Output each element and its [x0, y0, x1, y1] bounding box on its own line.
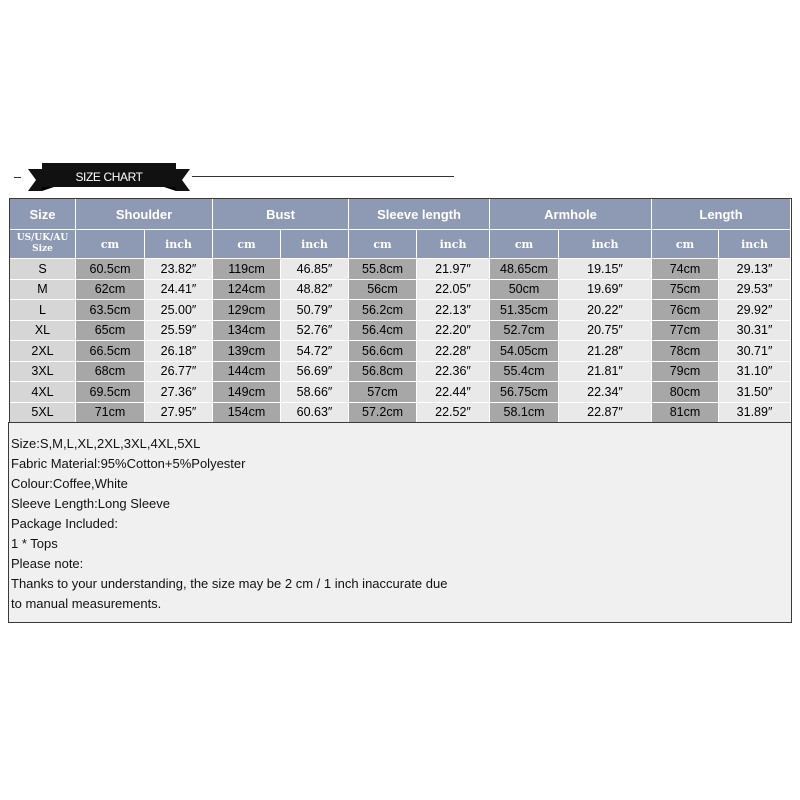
info-line: to manual measurements.: [11, 596, 162, 611]
table-row: [10, 300, 791, 321]
length-header: Length: [652, 199, 791, 230]
armhole-inch-cell: 19.15″: [559, 259, 652, 280]
size-cell: 5XL: [10, 403, 76, 424]
armhole-cm-cell: 48.65cm: [490, 259, 559, 280]
length-inch-cell: 30.31″: [719, 321, 791, 342]
armhole-cm-cell: 54.05cm: [490, 341, 559, 362]
bust-cm-cell: 119cm: [213, 259, 281, 280]
armhole-inch-cell: 20.22″: [559, 300, 652, 321]
unit-cm: cm: [349, 230, 417, 259]
length-inch-cell: 31.10″: [719, 362, 791, 383]
armhole-cm-cell: 51.35cm: [490, 300, 559, 321]
shoulder-cm-cell: 66.5cm: [76, 341, 145, 362]
shoulder-cm-cell: 60.5cm: [76, 259, 145, 280]
bust-cm-cell: 134cm: [213, 321, 281, 342]
size-chart-ribbon: [28, 163, 190, 191]
shoulder-inch-cell: 24.41″: [145, 280, 213, 301]
shoulder-inch-cell: 27.95″: [145, 403, 213, 424]
shoulder-header: Shoulder: [76, 199, 213, 230]
armhole-inch-cell: 22.87″: [559, 403, 652, 424]
size-cell: 2XL: [10, 341, 76, 362]
size-cell: L: [10, 300, 76, 321]
sleeve-inch-cell: 22.20″: [417, 321, 490, 342]
size-cell: M: [10, 280, 76, 301]
length-cm-cell: 74cm: [652, 259, 719, 280]
bust-inch-cell: 46.85″: [281, 259, 349, 280]
armhole-cm-cell: 52.7cm: [490, 321, 559, 342]
shoulder-cm-cell: 63.5cm: [76, 300, 145, 321]
length-inch-cell: 29.13″: [719, 259, 791, 280]
size-table: [10, 199, 791, 423]
unit-inch: inch: [559, 230, 652, 259]
length-cm-cell: 80cm: [652, 382, 719, 403]
info-line: 1 * Tops: [11, 536, 58, 551]
sleeve-cm-cell: 56.4cm: [349, 321, 417, 342]
armhole-inch-cell: 20.75″: [559, 321, 652, 342]
bust-inch-cell: 52.76″: [281, 321, 349, 342]
shoulder-inch-cell: 27.36″: [145, 382, 213, 403]
bust-inch-cell: 60.63″: [281, 403, 349, 424]
unit-inch: inch: [719, 230, 791, 259]
info-line: Thanks to your understanding, the size may be 2 cm / 1 inch inaccurate due: [11, 576, 448, 591]
armhole-inch-cell: 21.28″: [559, 341, 652, 362]
length-inch-cell: 29.53″: [719, 280, 791, 301]
unit-cm: cm: [213, 230, 281, 259]
armhole-inch-cell: 22.34″: [559, 382, 652, 403]
shoulder-inch-cell: 23.82″: [145, 259, 213, 280]
sleeve-inch-cell: 22.36″: [417, 362, 490, 383]
length-cm-cell: 75cm: [652, 280, 719, 301]
bust-cm-cell: 139cm: [213, 341, 281, 362]
size-header: Size: [10, 199, 76, 230]
armhole-cm-cell: 56.75cm: [490, 382, 559, 403]
length-inch-cell: 29.92″: [719, 300, 791, 321]
banner-left-dash: [14, 177, 21, 178]
table-row: [10, 341, 791, 362]
bust-inch-cell: 58.66″: [281, 382, 349, 403]
armhole-inch-cell: 21.81″: [559, 362, 652, 383]
table-row: [10, 362, 791, 383]
armhole-cm-cell: 58.1cm: [490, 403, 559, 424]
product-info-lines: [11, 434, 447, 614]
sleeve-cm-cell: 57cm: [349, 382, 417, 403]
bust-header: Bust: [213, 199, 349, 230]
size-cell: 3XL: [10, 362, 76, 383]
size-cell: XL: [10, 321, 76, 342]
unit-cm: cm: [652, 230, 719, 259]
sleeve-cm-cell: 57.2cm: [349, 403, 417, 424]
shoulder-inch-cell: 26.18″: [145, 341, 213, 362]
group-header-row: [10, 199, 791, 230]
unit-inch: inch: [281, 230, 349, 259]
bust-cm-cell: 144cm: [213, 362, 281, 383]
sleeve-cm-cell: 56cm: [349, 280, 417, 301]
bust-inch-cell: 48.82″: [281, 280, 349, 301]
sleeve-inch-cell: 22.13″: [417, 300, 490, 321]
info-line: Package Included:: [11, 516, 118, 531]
table-row: [10, 280, 791, 301]
unit-cm: cm: [76, 230, 145, 259]
sleeve-inch-cell: 22.28″: [417, 341, 490, 362]
length-inch-cell: 31.50″: [719, 382, 791, 403]
bust-cm-cell: 154cm: [213, 403, 281, 424]
sleeve-inch-cell: 22.05″: [417, 280, 490, 301]
size-region-label: US/UK/AU: [16, 233, 69, 243]
table-row: [10, 382, 791, 403]
bust-inch-cell: 54.72″: [281, 341, 349, 362]
info-line: Colour:Coffee,White: [11, 476, 128, 491]
product-info-box: [8, 422, 792, 623]
sleeve-cm-cell: 56.8cm: [349, 362, 417, 383]
length-cm-cell: 79cm: [652, 362, 719, 383]
size-region-sublabel: Size: [32, 244, 53, 254]
sleeve-cm-cell: 56.2cm: [349, 300, 417, 321]
armhole-cm-cell: 50cm: [490, 280, 559, 301]
table-row: [10, 403, 791, 424]
size-table-body: [10, 259, 791, 423]
banner-right-rule: [192, 176, 454, 177]
shoulder-inch-cell: 26.77″: [145, 362, 213, 383]
shoulder-cm-cell: 68cm: [76, 362, 145, 383]
sleeve-length-header: Sleeve length: [349, 199, 490, 230]
info-line: Fabric Material:95%Cotton+5%Polyester: [11, 456, 246, 471]
unit-inch: inch: [417, 230, 490, 259]
info-line: Sleeve Length:Long Sleeve: [11, 496, 171, 511]
length-inch-cell: 31.89″: [719, 403, 791, 424]
shoulder-inch-cell: 25.59″: [145, 321, 213, 342]
bust-inch-cell: 56.69″: [281, 362, 349, 383]
length-cm-cell: 78cm: [652, 341, 719, 362]
shoulder-cm-cell: 65cm: [76, 321, 145, 342]
unit-inch: inch: [145, 230, 213, 259]
shoulder-cm-cell: 71cm: [76, 403, 145, 424]
size-region-header: [10, 230, 76, 259]
shoulder-cm-cell: 62cm: [76, 280, 145, 301]
bust-cm-cell: 129cm: [213, 300, 281, 321]
length-cm-cell: 77cm: [652, 321, 719, 342]
bust-cm-cell: 149cm: [213, 382, 281, 403]
armhole-inch-cell: 19.69″: [559, 280, 652, 301]
bust-cm-cell: 124cm: [213, 280, 281, 301]
armhole-cm-cell: 55.4cm: [490, 362, 559, 383]
sleeve-inch-cell: 22.44″: [417, 382, 490, 403]
sleeve-inch-cell: 22.52″: [417, 403, 490, 424]
shoulder-inch-cell: 25.00″: [145, 300, 213, 321]
size-cell: 4XL: [10, 382, 76, 403]
length-cm-cell: 81cm: [652, 403, 719, 424]
table-row: [10, 321, 791, 342]
info-line: Please note:: [11, 556, 84, 571]
bust-inch-cell: 50.79″: [281, 300, 349, 321]
shoulder-cm-cell: 69.5cm: [76, 382, 145, 403]
size-cell: S: [10, 259, 76, 280]
sleeve-cm-cell: 56.6cm: [349, 341, 417, 362]
table-row: [10, 259, 791, 280]
banner-title: SIZE CHART: [75, 170, 143, 184]
unit-header-row: [10, 230, 791, 259]
length-inch-cell: 30.71″: [719, 341, 791, 362]
sleeve-cm-cell: 55.8cm: [349, 259, 417, 280]
sleeve-inch-cell: 21.97″: [417, 259, 490, 280]
unit-cm: cm: [490, 230, 559, 259]
armhole-header: Armhole: [490, 199, 652, 230]
info-line: Size:S,M,L,XL,2XL,3XL,4XL,5XL: [11, 436, 201, 451]
length-cm-cell: 76cm: [652, 300, 719, 321]
size-table-container: [9, 198, 792, 422]
